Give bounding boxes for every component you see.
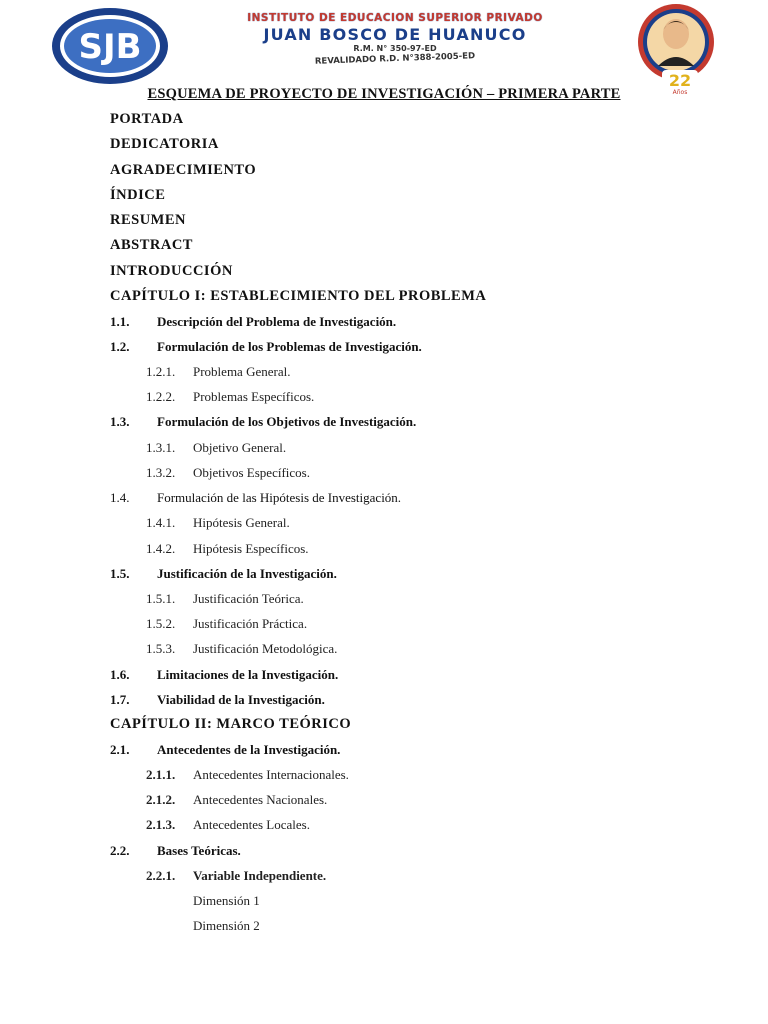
subsection-title: Objetivos Específicos. — [193, 465, 310, 480]
anniversary-seal — [618, 2, 738, 96]
subsection-title: Justificación Práctica. — [193, 616, 308, 631]
svg-text:Años: Años — [672, 89, 688, 96]
dimension-item: Dimensión 2 — [193, 918, 260, 933]
outline-item-portada: PORTADA — [110, 111, 184, 127]
subsection-title: Antecedentes Nacionales. — [193, 792, 328, 807]
section-number: 1.6. — [110, 667, 130, 682]
subsection-number: 1.2.1. — [146, 364, 176, 379]
subsection-title: Objetivo General. — [193, 440, 287, 455]
section-title: Bases Teóricas. — [157, 843, 241, 858]
subsection-number: 1.3.1. — [146, 440, 176, 455]
section-number: 1.7. — [110, 692, 130, 707]
outline-item-introduccion: INTRODUCCIÓN — [110, 263, 233, 279]
subsection-title: Antecedentes Internacionales. — [193, 767, 349, 782]
subsection-title: Antecedentes Locales. — [193, 817, 310, 832]
chapter-1-heading: CAPÍTULO I: ESTABLECIMIENTO DEL PROBLEMA — [110, 288, 487, 304]
subsection-title: Justificación Teórica. — [193, 591, 304, 606]
section-number: 2.1. — [110, 742, 130, 757]
chapter-2-heading: CAPÍTULO II: MARCO TEÓRICO — [110, 716, 352, 732]
section-number: 1.3. — [110, 414, 130, 429]
subsection-number: 2.1.2. — [146, 792, 176, 807]
section-number: 2.2. — [110, 843, 130, 858]
institute-resolution: R.M. N° 350-97-ED — [353, 44, 437, 53]
institute-type: INSTITUTO DE EDUCACION SUPERIOR PRIVADO — [247, 12, 543, 24]
institute-revalidation: REVALIDADO R.D. N°388-2005-ED — [314, 51, 476, 67]
subsection-number: 1.2.2. — [146, 389, 176, 404]
subsection-number: 2.2.1. — [146, 868, 176, 883]
section-number: 1.1. — [110, 314, 130, 329]
section-title: Formulación de los Objetivos de Investigación. — [157, 414, 417, 429]
subsection-title: Problema General. — [193, 364, 291, 379]
section-title: Descripción del Problema de Investigación. — [157, 314, 397, 329]
subsection-number: 1.5.2. — [146, 616, 176, 631]
document-title: ESQUEMA DE PROYECTO DE INVESTIGACIÓN – PRIMERA PARTE — [147, 86, 621, 102]
institute-name: JUAN BOSCO DE HUANUCO — [263, 25, 527, 44]
subsection-number: 1.3.2. — [146, 465, 176, 480]
section-title: Viabilidad de la Investigación. — [157, 692, 325, 707]
subsection-number: 1.4.2. — [146, 541, 176, 556]
section-number: 1.4. — [110, 490, 130, 505]
section-title: Formulación de los Problemas de Investigación. — [157, 339, 422, 354]
dimension-item: Dimensión 1 — [193, 893, 260, 908]
outline-item-dedicatoria: DEDICATORIA — [110, 136, 219, 152]
subsection-number: 1.5.3. — [146, 641, 176, 656]
section-title: Justificación de la Investigación. — [157, 566, 337, 581]
section-number: 1.2. — [110, 339, 130, 354]
institute-logo-left — [50, 4, 172, 88]
subsection-number: 1.5.1. — [146, 591, 176, 606]
subsection-title: Hipótesis General. — [193, 515, 290, 530]
section-title: Limitaciones de la Investigación. — [157, 667, 339, 682]
svg-text:SJB: SJB — [78, 27, 142, 67]
section-title: Formulación de las Hipótesis de Investigación. — [157, 490, 402, 505]
subsection-title: Hipótesis Específicos. — [193, 541, 309, 556]
outline-item-abstract: ABSTRACT — [110, 237, 193, 253]
section-number: 1.5. — [110, 566, 130, 581]
section-title: Antecedentes de la Investigación. — [157, 742, 341, 757]
outline-item-resumen: RESUMEN — [110, 212, 187, 228]
subsection-number: 2.1.3. — [146, 817, 176, 832]
subsection-number: 1.4.1. — [146, 515, 176, 530]
outline-item-agradecimiento: AGRADECIMIENTO — [110, 162, 257, 178]
subsection-title: Justificación Metodológica. — [193, 641, 338, 656]
subsection-title: Problemas Específicos. — [193, 389, 315, 404]
svg-text:22: 22 — [668, 71, 692, 90]
subsection-number: 2.1.1. — [146, 767, 176, 782]
subsection-title: Variable Independiente. — [193, 868, 327, 883]
outline-item-indice: ÍNDICE — [110, 187, 166, 203]
page-header — [0, 0, 768, 100]
